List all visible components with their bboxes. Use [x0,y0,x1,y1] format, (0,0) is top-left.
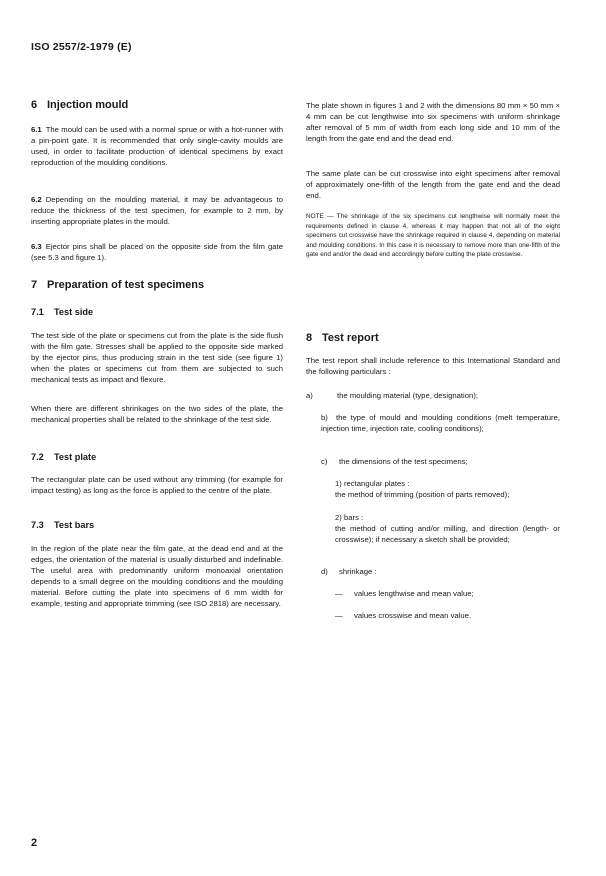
report-item-c [306,456,560,467]
section-7-1-heading [31,307,93,317]
page-number: 2 [31,837,38,849]
item-text: the type of mould and moulding conditions (melt temperature, injection time, injection rate, cooling conditions); [321,413,560,433]
item-label: 2) bars : [335,513,364,522]
item-marker: a) [306,391,313,400]
item-text: the method of trimming (position of parts removed); [335,490,510,499]
paragraph-7-2: The rectangular plate can be used without any trimming (for example for impact testing) as long as the force is applied to the centre of the plate. [31,475,283,495]
crosswise-cutting-paragraph: The same plate can be cut crosswise into eight specimens after removal of approximately one-fifth of the length from the gate end and the dead end. [306,169,560,200]
report-item-b [306,412,560,434]
clause-text: The mould can be used with a normal sprue or with a hot-runner with a pin-point gate. It is recommended that only single-cavity moulds are used, in order to facilitate production of identical specimens by exact reproduction of the moulding conditions. [31,125,283,167]
dash-marker: — [335,611,343,620]
section-7-2-heading [31,452,96,462]
section-title: Injection mould [47,99,129,111]
paragraph-7-3: In the region of the plate near the film gate, at the dead end and at the edges, the orientation of the material is usually disturbed and indefinable. The useful area with predominantly uniform monoaxial orientation depends to a small degree on the moulding conditions and the moulding material. Before cutting the plate into specimens of 6 mm width for example, testing and appropriate trimming (see ISO 2818) are necessary. [31,544,283,608]
section-6-heading [31,99,128,111]
clause-text: Depending on the moulding material, it may be advantageous to reduce the thickness of the test specimen, for example to 2 mm, by inserting appropriate plates in the mould. [31,195,283,226]
section-8-heading [306,332,379,344]
section-title: Test report [322,332,379,344]
subsection-number: 7.1 [31,307,44,317]
clause-6-2 [31,194,283,227]
document-header: ISO 2557/2-1979 (E) [31,41,132,53]
item-text: shrinkage : [339,567,377,576]
report-item-a [306,390,560,401]
subsection-title: Test bars [54,520,95,530]
item-marker: d) [321,567,328,576]
section-number: 7 [31,279,38,291]
report-intro: The test report shall include reference to this International Standard and the following particulars : [306,356,560,376]
item-text: values crosswise and mean value. [354,611,472,620]
paragraph-7-1-a: The test side of the plate or specimens cut from the plate is the side flush with the film gate. Stresses shall be applied to the opposite side marked by the ejector pins, thus producing strain in the test side (see figure 1) when the plates or specimens cut from them are subjected to such mechanical tests as impact and flexure. [31,331,283,384]
item-text: values lengthwise and mean value; [354,589,474,598]
clause-number: 6.1 [31,125,42,134]
clause-6-1 [31,124,283,168]
section-title: Preparation of test specimens [47,279,205,291]
dash-marker: — [335,589,343,598]
subsection-title: Test plate [54,452,97,462]
item-text: the moulding material (type, designation); [337,391,479,400]
subsection-title: Test side [54,307,94,317]
item-text: the dimensions of the test specimens; [339,457,468,466]
item-marker: c) [321,457,328,466]
report-item-d1 [306,588,560,599]
subsection-number: 7.2 [31,452,44,462]
section-number: 8 [306,332,313,344]
subsection-number: 7.3 [31,520,44,530]
item-marker: b) [321,413,328,422]
paragraph-7-1-b: When there are different shrinkages on the two sides of the plate, the mechanical properties shall be related to the shrinkage of the test side. [31,404,283,424]
shrinkage-note: NOTE — The shrinkage of the six specimens cut lengthwise will normally meet the requirements defined in clause 4, whereas it may happen that not all of the eight specimens cut crosswise have the shrinkage required in clause 4, depending on material and moulding conditions. In this case it is necessary to remove more than one-fifth of the gate end and/or the dead end accordingly before cutting the plate crosswise. [306,213,560,259]
report-item-d2 [306,610,560,621]
plate-cutting-paragraph: The plate shown in figures 1 and 2 with the dimensions 80 mm × 50 mm × 4 mm can be cut lengthwise into six specimens with uniform shrinkage after removal of 5 mm of width from each long side and 10 mm of the length from the gate end and the dead end. [306,101,560,143]
clause-number: 6.2 [31,195,42,204]
item-text: the method of cutting and/or milling, and direction (length- or crosswise); if necessary a sketch shall be provided; [335,524,560,544]
clause-text: Ejector pins shall be placed on the opposite side from the film gate (see 5.3 and figure 1). [31,242,283,262]
section-7-heading [31,279,204,291]
section-7-3-heading [31,520,94,530]
clause-number: 6.3 [31,242,42,251]
report-item-c2 [335,512,560,545]
report-item-d [306,566,560,577]
section-number: 6 [31,99,38,111]
item-label: 1) rectangular plates : [335,479,410,488]
report-item-c1 [335,478,560,500]
clause-6-3 [31,241,283,263]
